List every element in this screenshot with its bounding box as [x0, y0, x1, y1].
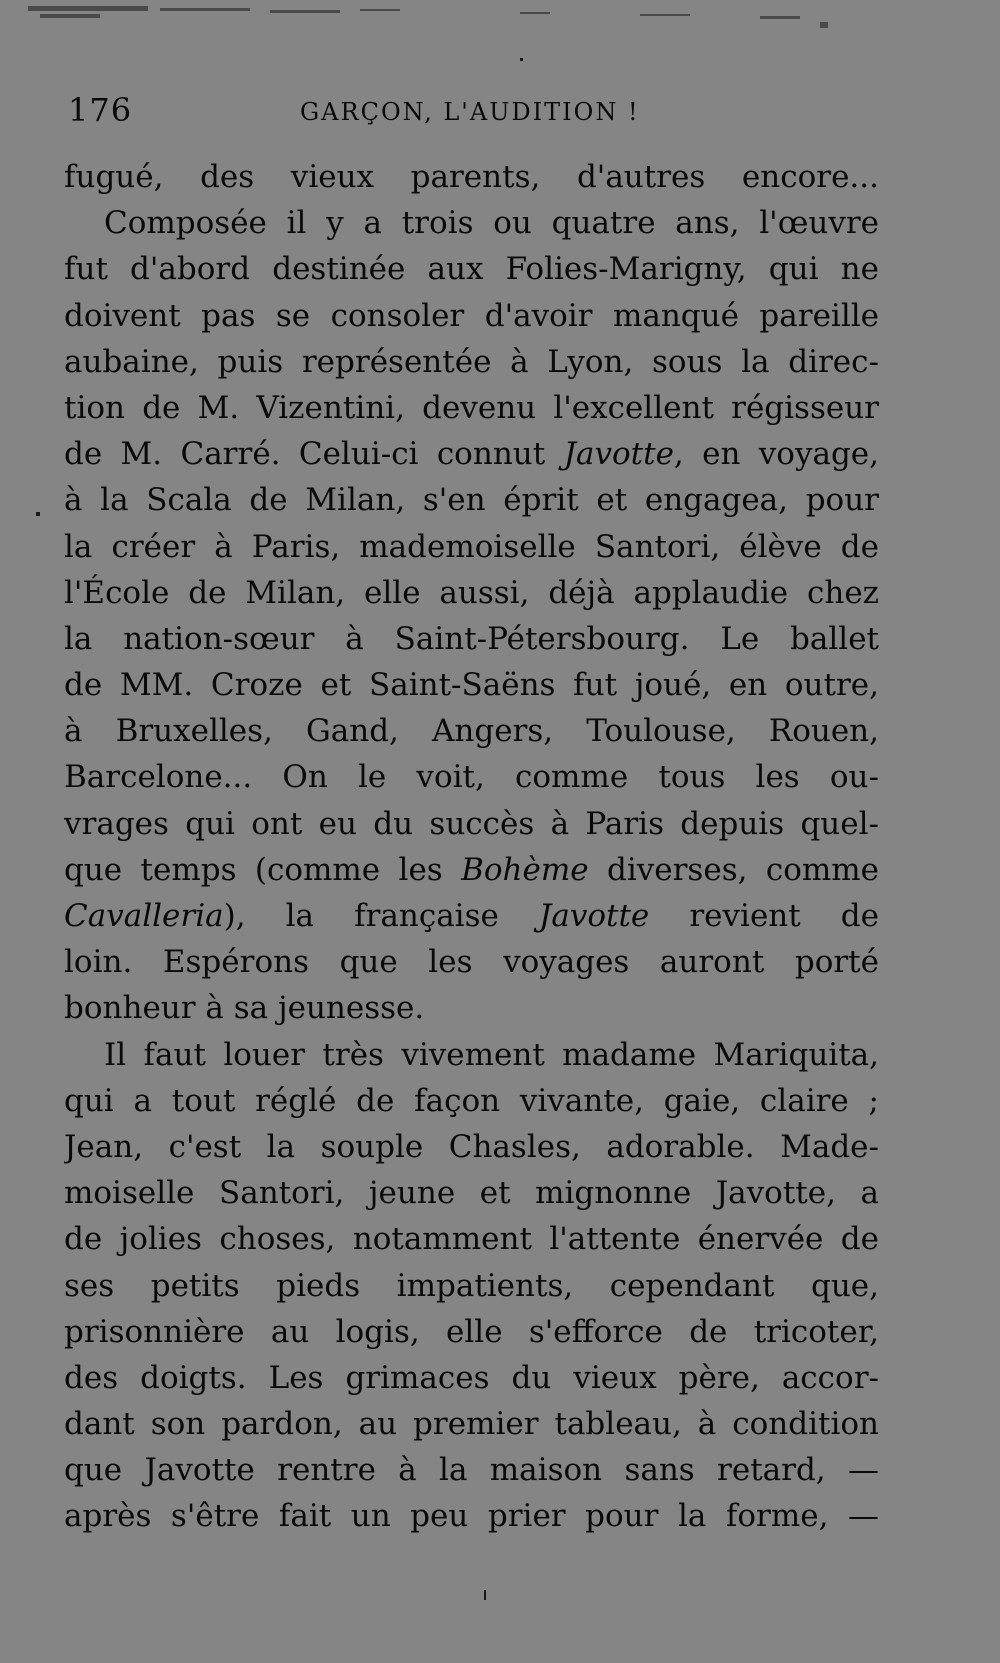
text-line: loin. Espérons que les voyages auront porté — [64, 944, 879, 981]
text-line: de jolies choses, notamment l'attente énervée de — [64, 1221, 879, 1258]
text-line — [64, 431, 879, 477]
body-text — [64, 154, 879, 1540]
text-line: Barcelone... On le voit, comme tous les ou- — [64, 759, 879, 796]
italic-title: Javotte — [538, 898, 650, 934]
text-line: des doigts. Les grimaces du vieux père, accor- — [64, 1359, 879, 1396]
text-line: aubaine, puis représentée à Lyon, sous la direc- — [64, 343, 879, 380]
text-line: prisonnière au logis, elle s'efforce de tricoter, — [64, 1313, 879, 1350]
text-run: de M. Carré. Celui-ci connut — [64, 436, 564, 473]
text-line: fugué, des vieux parents, d'autres encore... — [64, 159, 879, 195]
text-line: moiselle Santori, jeune et mignonne Javotte, a — [64, 1175, 879, 1212]
italic-title: Bohème — [461, 851, 589, 888]
text-run: que temps (comme les — [64, 851, 462, 888]
running-title: GARÇON, L'AUDITION ! — [300, 98, 640, 126]
text-line: fut d'abord destinée aux Folies-Marigny, qui ne — [64, 251, 879, 288]
scan-speck — [36, 512, 40, 516]
running-head — [68, 88, 888, 132]
text-run: ), la française — [223, 898, 539, 934]
text-line: dant son pardon, au premier tableau, à condition — [64, 1406, 879, 1443]
text-run: diverses, comme — [588, 851, 879, 888]
text-line: Il faut louer très vivement madame Mariquita, — [104, 1036, 879, 1073]
text-line: vrages qui ont eu du succès à Paris depuis quel- — [64, 805, 879, 842]
text-line — [64, 847, 879, 893]
scan-speck — [484, 1590, 486, 1600]
text-line: de MM. Croze et Saint-Saëns fut joué, en outre, — [64, 667, 879, 704]
text-line: à Bruxelles, Gand, Angers, Toulouse, Rouen, — [64, 713, 879, 750]
scan-speck — [520, 58, 523, 61]
text-line: Jean, c'est la souple Chasles, adorable. Made- — [64, 1128, 879, 1165]
text-line: la créer à Paris, mademoiselle Santori, élève de — [64, 528, 879, 565]
text-line: la nation-sœur à Saint-Pétersbourg. Le ballet — [64, 620, 879, 657]
italic-title: Javotte — [563, 436, 674, 473]
text-line: qui a tout réglé de façon vivante, gaie, claire ; — [64, 1082, 879, 1119]
text-line — [64, 893, 879, 939]
text-line: bonheur à sa jeunesse. — [64, 990, 425, 1027]
text-run: revient de — [649, 898, 879, 934]
scan-edge-noise — [0, 0, 1000, 40]
text-line: à la Scala de Milan, s'en éprit et engagea, pour — [64, 482, 879, 519]
text-run: , en voyage, — [673, 436, 879, 473]
text-line: doivent pas se consoler d'avoir manqué pareille — [64, 297, 879, 334]
text-line: tion de M. Vizentini, devenu l'excellent régisseur — [64, 389, 879, 426]
text-line: après s'être fait un peu prier pour la forme, — — [64, 1498, 879, 1535]
text-line: ses petits pieds impatients, cependant que, — [64, 1267, 879, 1304]
text-line: Composée il y a trois ou quatre ans, l'œuvre — [104, 205, 879, 242]
page-number: 176 — [68, 91, 133, 129]
italic-title: Cavalleria — [64, 898, 224, 934]
text-line: que Javotte rentre à la maison sans retard, — — [64, 1452, 879, 1489]
text-line: l'École de Milan, elle aussi, déjà applaudie chez — [64, 574, 879, 611]
